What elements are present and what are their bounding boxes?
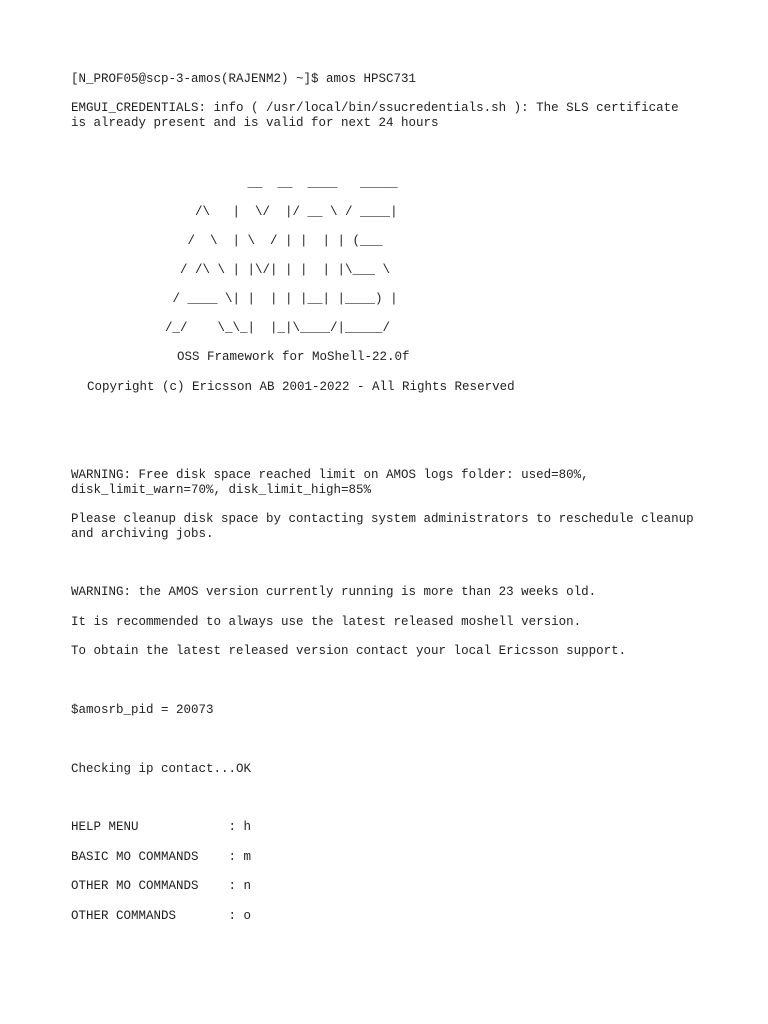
copyright-notice: Copyright (c) Ericsson AB 2001-2022 - All Rights Reserved bbox=[87, 380, 515, 394]
support-notice: To obtain the latest released version contact your local Ericsson support. bbox=[71, 644, 627, 658]
amos-banner-line-3: / \ | \ / | | | | (___ bbox=[0, 234, 383, 248]
credentials-info: EMGUI_CREDENTIALS: info ( /usr/local/bin/ssucredentials.sh ): The SLS certificate is already present and is valid for next 24 hours bbox=[71, 101, 679, 130]
amos-banner-line-6: /_/ \_\_| |_|\____/|_____/ bbox=[0, 321, 391, 335]
recommend-notice: It is recommended to always use the latest released moshell version. bbox=[71, 615, 582, 629]
menu-item-basic-mo: BASIC MO COMMANDS : m bbox=[71, 850, 252, 864]
version-warning: WARNING: the AMOS version currently running is more than 23 weeks old. bbox=[71, 585, 597, 599]
amos-banner-line-1: __ __ ____ _____ bbox=[0, 176, 398, 190]
cleanup-notice: Please cleanup disk space by contacting system administrators to reschedule cleanup and archiving jobs. bbox=[71, 512, 694, 541]
ip-contact-status: Checking ip contact...OK bbox=[71, 762, 252, 776]
menu-item-other-mo: OTHER MO COMMANDS : n bbox=[71, 879, 252, 893]
prompt-line: [N_PROF05@scp-3-amos(RAJENM2) ~]$ amos HPSC731 bbox=[71, 72, 417, 86]
pid-line: $amosrb_pid = 20073 bbox=[71, 703, 214, 717]
framework-version: OSS Framework for MoShell-22.0f bbox=[177, 350, 410, 364]
menu-item-other-commands: OTHER COMMANDS : o bbox=[71, 909, 252, 923]
amos-banner-line-2: /\ | \/ |/ __ \ / ____| bbox=[0, 205, 398, 219]
menu-item-help: HELP MENU : h bbox=[71, 820, 252, 834]
disk-space-warning: WARNING: Free disk space reached limit on AMOS logs folder: used=80%, disk_limit_warn=70%, disk_limit_high=85% bbox=[71, 468, 589, 497]
amos-banner-line-4: / /\ \ | |\/| | | | |\___ \ bbox=[0, 263, 391, 277]
amos-banner-line-5: / ____ \| | | | |__| |____) | bbox=[0, 292, 398, 306]
